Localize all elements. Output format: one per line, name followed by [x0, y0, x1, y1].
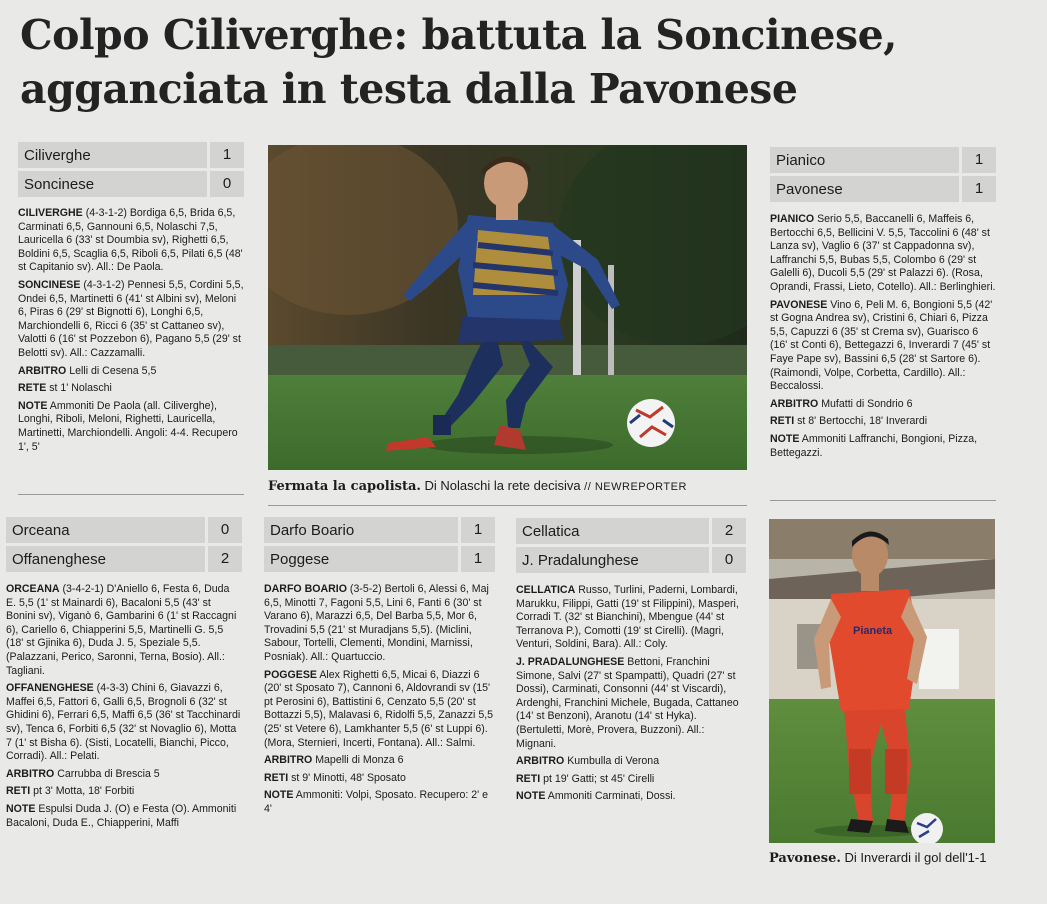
team-name: Pianico [776, 151, 826, 169]
match-report-darfo-poggese [264, 583, 495, 821]
headline [20, 8, 1030, 116]
match-report-pianico-pavonese [770, 213, 996, 464]
team-name: Ciliverghe [24, 146, 91, 164]
divider [18, 494, 244, 495]
team-name: Poggese [270, 550, 330, 568]
photo-nolaschi [268, 145, 747, 470]
match-report-cellatica-pradalunghese [516, 584, 746, 808]
score-row-away [6, 546, 242, 572]
team-goals: 1 [458, 546, 495, 572]
divider [770, 500, 996, 501]
team-name: Darfo Boario [270, 521, 355, 539]
team-goals: 1 [959, 176, 996, 202]
match-report-ciliverghe-soncinese [18, 207, 244, 458]
score-row-home [6, 517, 242, 543]
shirt-sponsor: Pianeta [853, 625, 893, 637]
team-name: Offanenghese [12, 550, 106, 568]
goals: RETI pt 3' Motta, 18' Forbiti [6, 785, 135, 798]
home-lineup: ORCEANA (3-4-2-1) D'Aniello 6, Festa 6, Duda E. 5,5 (1' st Mainardi 6), Bacaloni 5,5 (43' st Bonini sv), Viganò 6, Gambarini 6 (1' st Raccagni 6), Cariello 6, Chiapperini 5,5, Martinelli G. 5,5 (18' st Gjinika 6), Duda J. 5, Speziale 5,5. (Palazzani, Perico, Saronni, Terna, Bosio). All.: Tagliani. [6, 583, 237, 677]
divider [268, 505, 747, 506]
referee: ARBITRO Carrubba di Brescia 5 [6, 767, 160, 780]
caption-text: Di Nolaschi la rete decisiva [420, 478, 581, 493]
caption-bold: Fermata la capolista. [268, 479, 421, 494]
scoreboard-pianico-pavonese [770, 147, 996, 205]
photo1-caption [268, 478, 687, 494]
scoreboard-darfo-poggese [264, 517, 495, 575]
match-report-orceana-offanenghese [6, 583, 242, 834]
headline-line-1: Colpo Ciliverghe: battuta la Soncinese, [20, 11, 897, 59]
photo2-caption [769, 850, 986, 866]
scoreboard-cellatica-pradalunghese [516, 518, 746, 576]
goals: RETI st 8' Bertocchi, 18' Inverardi [770, 415, 928, 428]
score-row-away [770, 176, 996, 202]
home-lineup: CELLATICA Russo, Turlini, Paderni, Lombardi, Marukku, Filippi, Gatti (19' st Filippini), Masperi, Corradi T. (32' st Bianchini), Mbengue (44' st Terranova P.), Comotti (19' st Cirelli). (Magri, Venturi, Soldini, Bara). All.: Coly. [516, 584, 739, 651]
notes: NOTE Espulsi Duda J. (O) e Festa (O). Ammoniti Bacaloni, Duda E., Chiapperini, Maffi [6, 802, 237, 829]
caption-text: Di Inverardi il gol dell'1-1 [840, 850, 987, 865]
team-goals: 0 [205, 517, 242, 543]
away-lineup: J. PRADALUNGHESE Bettoni, Franchini Simone, Salvi (27' st Spampatti), Quadri (27' st Dossi), Carminati, Consonni (44' st Viscardi), Ardenghi, Franchini Michele, Bugada, Cattaneo (14' st Benzoni), Aranotu (14' st Hyka). (Bertuletti, Morè, Provera, Buzzoni). All.: Mignani. [516, 655, 739, 750]
home-lineup: DARFO BOARIO (3-5-2) Bertoli 6, Alessi 6, Maj 6,5, Minotti 7, Fagoni 5,5, Lini 6, Fanti 6 (30' st Varano 6), Marazzi 6,5, Del Barba 5,5, Mor 6, Trovadini 5,5 (21' st Muradjans 5,5). (Miclini, Sabour, Tortelli, Clementi, Mondini, Marnissi, Posniak). All.: Quartuccio. [264, 583, 489, 663]
football-player-photo [769, 519, 995, 843]
team-name: Cellatica [522, 522, 580, 540]
team-goals: 1 [959, 147, 996, 173]
score-row-away [18, 171, 244, 197]
score-row-away [264, 546, 495, 572]
team-name: Orceana [12, 521, 70, 539]
score-row-home [18, 142, 244, 168]
score-row-home [516, 518, 746, 544]
scoreboard-ciliverghe-soncinese [18, 142, 244, 200]
goals: RETI pt 19' Gatti; st 45' Cirelli [516, 772, 655, 785]
football-player-photo [268, 145, 747, 470]
team-name: Pavonese [776, 180, 843, 198]
scoreboard-orceana-offanenghese [6, 517, 242, 575]
score-row-away [516, 547, 746, 573]
away-lineup: PAVONESE Vino 6, Peli M. 6, Bongioni 5,5 (42' st Gogna Andrea sv), Cristini 6, Chiari 6, Pizza 5,5, Capuzzi 6 (35' st Crema sv), Guarisco 6 (16' st Conti 6), Bettegazzi 6, Inverardi 7 (45' st Faye Pape sv), Bassini 6,5 (28' st Sartore 6). (Raimondi, Volpe, Corbetta, Cardillo). All.: Beccalossi. [770, 298, 993, 393]
referee: ARBITRO Lelli di Cesena 5,5 [18, 364, 157, 377]
notes: NOTE Ammoniti Carminati, Dossi. [516, 790, 676, 803]
away-lineup: POGGESE Alex Righetti 6,5, Micai 6, Diazzi 6 (20' st Sposato 7), Cannoni 6, Aldovrandi sv (15' pt Perosini 6), Battistini 6, Cenzato 5,5 (20' st Bottazzi 5,5), Malavasi 6, Ridolfi 5,5, Zanazzi 5,5 (25' st Vetere 6), Lamkhanter 5,5 (6' st Luppi 6). (Mora, Sternieri, Incerti, Fontana). All.: Salmi. [264, 668, 494, 749]
team-goals: 0 [709, 547, 746, 573]
caption-bold: Pavonese. [769, 851, 841, 866]
away-lineup: OFFANENGHESE (4-3-3) Chini 6, Giavazzi 6, Maffei 6,5, Fattori 6, Galli 6,5, Brognoli 6 (32' st Ghidini 6), Ferrari 6,5, Maffi 6,5 (36' st Tacchinardi sv), Tenca 6, Forbiti 6,5 (32' st Novaglio 6), Motta 7 (1' st Bisha 6). (Sisti, Locatelli, Bianchi, Picco, Corradi). All.: Pelati. [6, 682, 241, 763]
referee: ARBITRO Mapelli di Monza 6 [264, 754, 404, 767]
home-lineup: CILIVERGHE (4-3-1-2) Bordiga 6,5, Brida 6,5, Carminati 6,5, Gannouni 6,5, Nolaschi 7,5, Lauricella 6 (33' st Doumbia sv), Righetti 6,5, Boldini 6,5, Scaglia 6,5, Riboli 6,5, Pilati 6,5 (48' st Capitanio sv). All.: De Paola. [18, 207, 243, 274]
referee: ARBITRO Mufatti di Sondrio 6 [770, 397, 913, 410]
photo-credit: // NEWREPORTER [580, 481, 687, 493]
goals: RETE st 1' Nolaschi [18, 382, 112, 395]
headline-line-2: agganciata in testa dalla Pavonese [20, 65, 798, 113]
notes: NOTE Ammoniti: Volpi, Sposato. Recupero: 2' e 4' [264, 789, 489, 815]
team-name: J. Pradalunghese [522, 551, 639, 569]
team-goals: 1 [458, 517, 495, 543]
away-lineup: SONCINESE (4-3-1-2) Pennesi 5,5, Cordini 5,5, Ondei 6,5, Martinetti 6 (41' st Albini sv), Meloni 6, Piras 6 (29' st Bignotti 6), Longhi 6,5, Marchiondelli 6, Ricci 6 (35' st Cattaneo sv), Valotti 6 (16' st Pozzebon 6), Pagano 5,5 (29' st Belotti sv). All.: Cazzamalli. [18, 278, 244, 359]
notes: NOTE Ammoniti Laffranchi, Bongioni, Pizza, Bettegazzi. [770, 432, 978, 459]
team-name: Soncinese [24, 175, 95, 193]
team-goals: 2 [205, 546, 242, 572]
referee: ARBITRO Kumbulla di Verona [516, 755, 660, 768]
score-row-home [264, 517, 495, 543]
team-goals: 0 [207, 171, 244, 197]
notes: NOTE Ammoniti De Paola (all. Ciliverghe), Longhi, Riboli, Meloni, Righetti, Lauricella, Martinetti, Marchiondelli. Angoli: 4-4. Recupero 1', 5' [18, 399, 238, 453]
home-lineup: PIANICO Serio 5,5, Baccanelli 6, Maffeis 6, Bertocchi 6,5, Bellicini V. 5,5, Taccolini 6 (48' st Lanza sv), Vaglio 6 (37' st Cappadonna sv), Laffranchi 5,5, Bubas 5,5, Colombo 6 (29' st Galelli 6), Ducoli 5,5 (29' st Palazzi 6). (Rosa, Oprandi, Frassi, Lieto, Cotello). All.: Berlinghieri. [770, 213, 996, 293]
team-goals: 1 [207, 142, 244, 168]
goals: RETI st 9' Minotti, 48' Sposato [264, 771, 406, 784]
team-goals: 2 [709, 518, 746, 544]
score-row-home [770, 147, 996, 173]
photo-inverardi [769, 519, 995, 843]
